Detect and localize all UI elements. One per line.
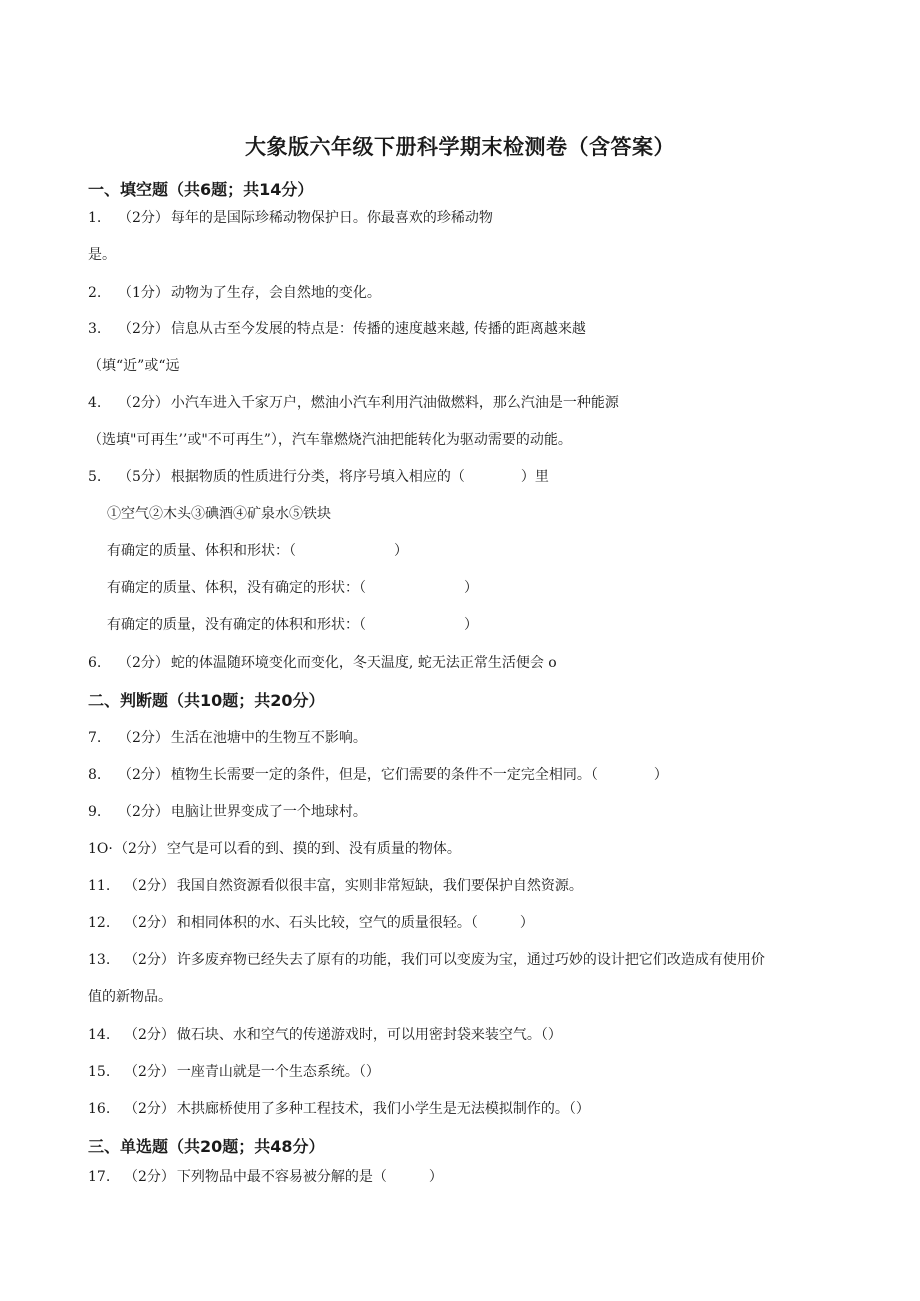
question-text: 许多废弃物已经失去了原有的功能，我们可以变废为宝，通过巧妙的设计把它们改造成有使用价 xyxy=(176,952,765,968)
question-15 xyxy=(88,1061,380,1081)
question-text: 电脑让世界变成了一个地球村。 xyxy=(170,804,367,820)
question-text: 做石块、水和空气的传递游戏时，可以用密封袋来装空气。（） xyxy=(176,1027,562,1043)
question-score: （2分） xyxy=(118,395,169,411)
question-score: （5分） xyxy=(118,469,169,485)
question-4-continuation: （选填"可再生’’或"不可再生”），汽车靠燃烧汽油把能转化为驱动需要的动能。 xyxy=(88,432,572,448)
question-number: 4. xyxy=(88,395,102,411)
question-6 xyxy=(88,652,557,672)
question-9 xyxy=(88,801,367,821)
question-score: （2分） xyxy=(124,1169,175,1185)
question-score: （2分） xyxy=(124,1027,175,1043)
question-number: 3. xyxy=(88,321,102,337)
question-1 xyxy=(88,207,493,227)
question-16 xyxy=(88,1098,590,1118)
question-17 xyxy=(88,1166,443,1186)
question-number: 17. xyxy=(88,1169,111,1185)
question-text: 木拱廊桥使用了多种工程技术，我们小学生是无法模拟制作的。（） xyxy=(176,1101,590,1117)
question-number: 9. xyxy=(88,804,102,820)
question-score: （2分） xyxy=(124,1064,175,1080)
question-13 xyxy=(88,949,765,969)
question-score: （2分） xyxy=(124,915,175,931)
question-text: 动物为了生存，会自然地的变化。 xyxy=(170,285,381,301)
question-10 xyxy=(88,838,461,858)
question-3 xyxy=(88,318,586,338)
question-11 xyxy=(88,875,583,895)
question-number: 7. xyxy=(88,730,102,746)
question-3-continuation: （填“近”或“远 xyxy=(88,358,180,374)
question-score: （1分） xyxy=(118,285,169,301)
question-number: 5. xyxy=(88,469,102,485)
question-number: 14. xyxy=(88,1027,111,1043)
question-7 xyxy=(88,727,367,747)
question-14 xyxy=(88,1024,562,1044)
question-score: （2分） xyxy=(118,730,169,746)
document-title: 大象版六年级下册科学期末检测卷（含答案） xyxy=(245,135,675,159)
question-text: 每年的是国际珍稀动物保护日。你最喜欢的珍稀动物 xyxy=(170,210,493,226)
question-number: 6. xyxy=(88,655,102,671)
question-number: 8. xyxy=(88,767,102,783)
question-12 xyxy=(88,912,534,932)
question-score: （2分） xyxy=(118,210,169,226)
question-score: （2分） xyxy=(124,878,175,894)
section-heading-single-choice: 三、单选题（共20题；共48分） xyxy=(88,1137,325,1156)
question-1-continuation: 是。 xyxy=(88,247,116,263)
question-5-items: ①空气②木头③碘酒④矿泉水⑤铁块 xyxy=(107,506,331,522)
question-number: 16. xyxy=(88,1101,111,1117)
question-number: 1. xyxy=(88,210,102,226)
question-score: （2分） xyxy=(118,804,169,820)
question-number: 2. xyxy=(88,285,102,301)
question-text: 下列物品中最不容易被分解的是（ ） xyxy=(176,1169,443,1185)
question-score: （2分） xyxy=(118,767,169,783)
question-number: 12. xyxy=(88,915,111,931)
question-number: 13. xyxy=(88,952,111,968)
question-number: 15. xyxy=(88,1064,111,1080)
question-text: 植物生长需要一定的条件，但是，它们需要的条件不一定完全相同。（ ） xyxy=(170,767,668,783)
question-number: 11. xyxy=(88,878,111,894)
question-8 xyxy=(88,764,668,784)
question-score: （2分） xyxy=(118,321,169,337)
question-5-part-c: 有确定的质量，没有确定的体积和形状：（ ） xyxy=(107,617,478,633)
section-heading-fill-blank: 一、填空题（共6题；共14分） xyxy=(88,180,314,199)
question-5-part-a: 有确定的质量、体积和形状：（ ） xyxy=(107,543,408,559)
question-13-continuation: 值的新物品。 xyxy=(88,989,172,1005)
question-5-part-b: 有确定的质量、体积，没有确定的形状：（ ） xyxy=(107,580,478,596)
question-5 xyxy=(88,466,549,486)
question-score: （2分） xyxy=(118,655,169,671)
question-4 xyxy=(88,392,619,412)
question-text: 蛇的体温随环境变化而变化，冬天温度, 蛇无法正常生活便会 o xyxy=(170,655,557,671)
question-text: 和相同体积的水、石头比较，空气的质量很轻。（ ） xyxy=(176,915,534,931)
question-text: 根据物质的性质进行分类，将序号填入相应的（ ）里 xyxy=(170,469,549,485)
question-text: 空气是可以看的到、摸的到、没有质量的物体。 xyxy=(166,841,461,857)
question-score: （2分） xyxy=(114,841,165,857)
question-2 xyxy=(88,282,381,302)
question-text: 我国自然资源看似很丰富，实则非常短缺，我们要保护自然资源。 xyxy=(176,878,583,894)
question-text: 一座青山就是一个生态系统。（） xyxy=(176,1064,380,1080)
question-text: 小汽车进入千家万户，燃油小汽车利用汽油做燃料，那么汽油是一种能源 xyxy=(170,395,619,411)
question-number: 1O· xyxy=(88,841,113,857)
section-heading-true-false: 二、判断题（共10题；共20分） xyxy=(88,691,325,710)
question-text: 生活在池塘中的生物互不影响。 xyxy=(170,730,367,746)
question-score: （2分） xyxy=(124,1101,175,1117)
question-text: 信息从古至今发展的特点是：传播的速度越来越, 传播的距离越来越 xyxy=(170,321,586,337)
question-score: （2分） xyxy=(124,952,175,968)
